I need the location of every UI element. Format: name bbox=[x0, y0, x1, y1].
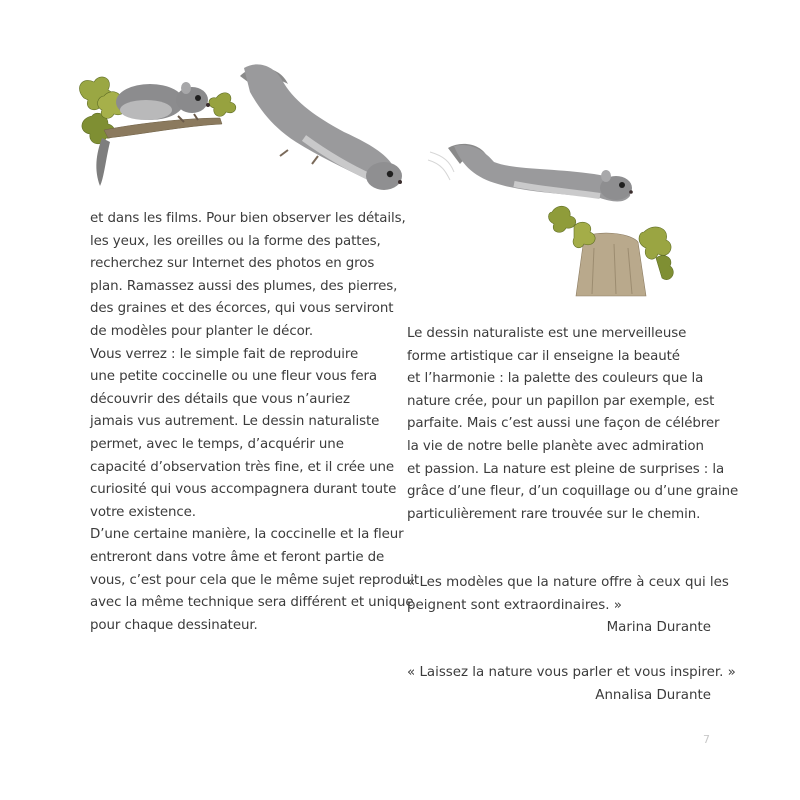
text-line: nature crée, pour un papillon par exemple, est bbox=[407, 393, 715, 409]
body-text-right-column bbox=[407, 323, 739, 526]
text-line: permet, avec le temps, d’acquérir une bbox=[90, 436, 344, 452]
text-line: et dans les films. Pour bien observer les détails, bbox=[90, 211, 406, 226]
quote-author: Annalisa Durante bbox=[595, 687, 711, 703]
text-line: grâce d’une fleur, d’un coquillage ou d’une graine bbox=[407, 484, 739, 500]
text-line: capacité d’observation très fine, et il crée une bbox=[90, 459, 395, 475]
text-line: forme artistique car il enseigne la beauté bbox=[407, 348, 680, 364]
text-line: entreront dans votre âme et feront partie de bbox=[90, 549, 385, 565]
text-line: recherchez sur Internet des photos en gros bbox=[90, 256, 375, 272]
text-line: Le dessin naturaliste est une merveilleuse bbox=[407, 326, 687, 341]
body-text-left-column bbox=[90, 208, 420, 637]
text-line: les yeux, les oreilles ou la forme des pattes, bbox=[90, 233, 381, 249]
text-line: et passion. La nature est pleine de surprises : la bbox=[407, 461, 725, 477]
text-line: jamais vus autrement. Le dessin naturaliste bbox=[90, 414, 380, 430]
text-line: pour chaque dessinateur. bbox=[90, 617, 258, 633]
text-line: Vous verrez : le simple fait de reproduire bbox=[90, 346, 359, 362]
text-line: une petite coccinelle ou une fleur vous fera bbox=[90, 369, 378, 385]
text-line: vous, c’est pour cela que le même sujet reproduit bbox=[90, 572, 420, 588]
quote-annalisa-durante bbox=[407, 662, 736, 707]
branch bbox=[104, 118, 222, 138]
text-line: plan. Ramassez aussi des plumes, des pierres, bbox=[90, 278, 398, 294]
quote-marina-durante bbox=[407, 572, 729, 640]
dormouse-illustration-right bbox=[424, 138, 686, 298]
text-line: découvrir des détails que vous n’auriez bbox=[90, 391, 350, 407]
quote-line: « Les modèles que la nature offre à ceux qui les bbox=[407, 575, 729, 590]
text-line: parfaite. Mais c’est aussi une façon de célébrer bbox=[407, 416, 720, 432]
quote-author: Marina Durante bbox=[606, 620, 711, 636]
text-line: de modèles pour planter le décor. bbox=[90, 323, 314, 339]
text-line: la vie de notre belle planète avec admiration bbox=[407, 438, 704, 454]
text-line: particulièrement rare trouvée sur le chemin. bbox=[407, 506, 701, 522]
text-line: des graines et des écorces, qui vous serviront bbox=[90, 301, 394, 317]
page-number: 7 bbox=[703, 733, 710, 746]
dormouse-jumping bbox=[448, 144, 633, 202]
text-line: D’une certaine manière, la coccinelle et la fleur bbox=[90, 527, 404, 543]
text-line: et l’harmonie : la palette des couleurs que la bbox=[407, 371, 704, 387]
text-line: votre existence. bbox=[90, 504, 196, 520]
dormouse-sitting bbox=[116, 82, 210, 122]
dormouse-illustration-left bbox=[74, 58, 410, 204]
quote-line: peignent sont extraordinaires. » bbox=[407, 597, 622, 613]
quote-line: « Laissez la nature vous parler et vous inspirer. » bbox=[407, 665, 736, 680]
text-line: curiosité qui vous accompagnera durant toute bbox=[90, 482, 397, 498]
dormouse-leaping bbox=[240, 64, 402, 190]
text-line: avec la même technique sera différent et unique bbox=[90, 595, 414, 611]
